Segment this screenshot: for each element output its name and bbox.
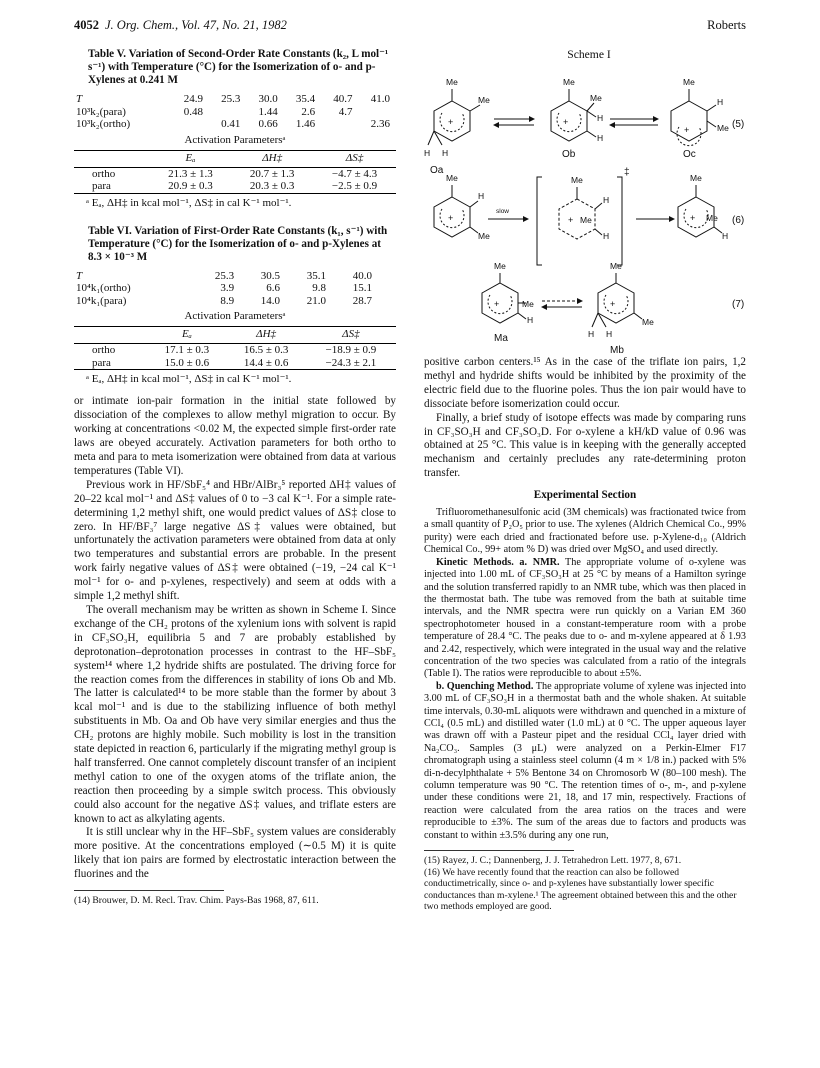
plus-charge: + (563, 117, 569, 127)
running-header (74, 18, 746, 36)
me-label: Me (706, 213, 718, 223)
scheme-title: Scheme I (567, 48, 611, 61)
h-label: H (424, 148, 431, 158)
table5-footnote: ᵃ Eₐ, ΔH‡ in kcal mol⁻¹, ΔS‡ in cal K⁻¹ mol⁻¹. (86, 196, 292, 209)
table6-row-T: T 25.3 30.5 35.1 40.0 (76, 269, 372, 282)
eq-number-5: (5) (732, 119, 745, 130)
experimental-text (424, 507, 746, 842)
h-label: H (603, 231, 610, 241)
h-label: H (722, 231, 729, 241)
table-row: ortho 17.1 ± 0.3 16.5 ± 0.3 −18.9 ± 0.9 (92, 344, 377, 357)
plus-charge: + (690, 213, 696, 223)
header-left (74, 18, 287, 33)
body-paragraph: It is still unclear why in the HF–SbF₅ system values are considerably more positive. At the concentrations employed (∼0.5 M) it is quite likely that ion pairs are formed by electrostatic interaction between the fluorines and the (74, 826, 396, 881)
subsection-head: Kinetic Methods. a. NMR. (436, 556, 560, 568)
table5-activation-label: Activation Parametersᵃ (184, 133, 286, 146)
h-label: H (597, 113, 604, 123)
scheme-1 (424, 48, 754, 356)
plus-charge: + (448, 117, 454, 127)
eq-number-7: (7) (732, 299, 745, 310)
body-paragraph: b. Quenching Method. The appropriate volume of xylene was injected into 3.00 mL of CF₃SO₃H in a thermostat bath and the whole shaken. At suitable time intervals, 0.30-mL aliquots were withdrawn and quenched in a mixture of CCl₄ (0.5 mL) and distilled water (1.0 mL) at 0 °C. The upper aqueous layer was drawn off with a Pasteur pipet and the residual CCl₄ layer dried with Na₂CO₃. Samples (3 μL) were analyzed on a Perkin-Elmer F17 chromatograph using a stainless steel column (4 m × 1/8 in.) packed with 5% di-n-decylphthalate + 5% Bentone 34 on Chromosorb W (80–100 mesh). The column temperature was 90 °C. The retention times of o-, m-, and p-xylene under these conditions were 21, 18, and 17 min, respectively. Fractions of reaction were calculated from the area ratios on the traces and were reproducible to ±3%. The sum of the areas due to factors and products was constant to within ±3.5% during any one run, (424, 680, 746, 841)
table6-row-ortho: 10⁴k₁(ortho) 3.9 6.6 9.8 15.1 (76, 282, 372, 295)
subsection-head: b. Quenching Method. (436, 680, 534, 692)
me-label: Me (478, 231, 490, 241)
ring-mb (598, 283, 634, 323)
table5-activation-table: Eₐ ΔH‡ ΔS‡ ortho 21.3 ± 1.3 20.7 ± 1.3 −4.7 ± 4.3 para 20.9 ± 0.3 20.3 ± 0.3 −2.5 ± 0.9 (74, 150, 396, 194)
label-ma: Ma (494, 333, 508, 344)
plus-charge: + (494, 299, 500, 309)
me-label: Me (642, 317, 654, 327)
ts-bracket-right (617, 177, 622, 265)
me-label: Me (478, 95, 490, 105)
right-column (424, 356, 746, 913)
left-column (74, 48, 396, 907)
footnote-16: (16) We have recently found that the reaction can also be followed conductimetrically, since o- and p-xylenes have substantially lower specific conductances than m-xylene.¹ The agreement obtained between this and the other two methods employed are good. (424, 866, 737, 913)
journal-citation: J. Org. Chem., Vol. 47, No. 21, 1982 (105, 18, 287, 32)
section-heading: Experimental Section (533, 489, 637, 502)
h-label: H (442, 148, 449, 158)
h-label: H (597, 133, 604, 143)
me-label: Me (446, 77, 458, 87)
plus-charge: + (610, 299, 616, 309)
page-number: 4052 (74, 18, 99, 32)
ring-ma (482, 283, 518, 323)
ring-ob-arc (557, 113, 581, 132)
ts-bracket-left (537, 177, 542, 265)
body-paragraph: Trifluoromethanesulfonic acid (3M chemicals) was fractionated twice from a small quantity of P₂O₅ prior to use. The xylenes (Aldrich Chemical Co., 99% purity) were each dried and fractionated before use. p-Xylene-d₁₀ (Aldrich Chemical Co., 99+ atom % D) was dried over MgSO₄ and used directly. (424, 507, 746, 556)
me-label: Me (494, 261, 506, 271)
eq-number-6: (6) (732, 215, 745, 226)
me-label: Me (563, 77, 575, 87)
body-paragraph: positive carbon centers.¹⁵ As in the case of the triflate ion pairs, 1,2 methyl and hydride shifts would be inhibited by the proximity of the electric field due to the fluorine poles. Thus the ion pair would have to dissociate before isomerization could occur. (424, 356, 746, 410)
me-label: Me (690, 173, 702, 183)
me-label: Me (610, 261, 622, 271)
label-ob: Ob (562, 149, 576, 160)
body-paragraph: Previous work in HF/SbF₅⁴ and HBr/AlBr₃⁵ reported ΔH‡ values of 20–22 kcal mol⁻¹ and ΔS‡ values of 0 to −3 cal K⁻¹. For a simple rate-determining 1,2 methyl shift, one would predict values of ΔS‡ close to zero. In HF/BF₃⁷ large negative ΔS‡ values were obtained, but unfortunately the activation parameters were obtained from data at only two temperatures and substantial errors are probable. In the present work fairly negative values of ΔS‡ were obtained (−19, −24 cal K⁻¹ mol⁻¹ for o- and p-xylenes, respectively) and seem at odds with a simple 1,2 methyl shift. (74, 478, 396, 603)
me-label: Me (717, 123, 729, 133)
table5-row-ortho: 10³k₂(ortho) 0.41 0.66 1.46 2.36 (76, 118, 390, 131)
slow-label: slow (496, 208, 510, 215)
table5-row-para: 10³k₂(para) 0.48 1.44 2.6 4.7 (76, 105, 353, 118)
table5-title: Table V. Variation of Second-Order Rate Constants (k₂, L mol⁻¹ s⁻¹) with Temperature (°C) for the Isomerization of o- and p-Xylenes at 0.241 M (88, 48, 389, 86)
h-label: H (588, 329, 595, 339)
table6-activation-label: Activation Parametersᵃ (184, 310, 286, 323)
footnote-14: (14) Brouwer, D. M. Recl. Trav. Chim. Pays-Bas 1968, 87, 611. (74, 895, 319, 907)
table6-footnote: ᵃ Eₐ, ΔH‡ in kcal mol⁻¹, ΔS‡ in cal K⁻¹ mol⁻¹. (86, 373, 292, 386)
ring-ob (551, 101, 587, 141)
plus-charge: + (568, 215, 574, 225)
me-label: Me (446, 173, 458, 183)
ring-oc (671, 101, 707, 141)
header-author: Roberts (707, 18, 746, 32)
table-row: para 15.0 ± 0.6 14.4 ± 0.6 −24.3 ± 2.1 (92, 356, 377, 369)
me-label: Me (580, 215, 592, 225)
plus-charge: + (448, 213, 454, 223)
body-paragraph: or intimate ion-pair formation in the initial state followed by dissociation of the complexes to allow methyl migration to occur. By working at concentrations <0.02 M, the expected simple first-order rate laws are obeyed accurately. Activation parameters for both ortho to meta and para to meta isomerization were obtained from data at various temperatures (Table VI). (74, 395, 396, 477)
table6-activation-table: Eₐ ΔH‡ ΔS‡ ortho 17.1 ± 0.3 16.5 ± 0.3 −18.9 ± 0.9 para 15.0 ± 0.6 14.4 ± 0.6 −24.3 ± 2.1 (74, 326, 396, 370)
body-paragraph: Kinetic Methods. a. NMR. The appropriate volume of o-xylene was injected into 1.00 mL of CF₃SO₃H at 25 °C by means of a Hamilton syringe and the solution transferred rapidly to an NMR tube, which was then placed in the thermostat bath. The tube was removed from the bath at suitable time intervals, and the NMR spectra were run quickly on a Varian EM 360 spectrophotometer housed in a constant-temperature room with a probe temperature of 28.4 °C. The peaks due to o- and m-xylene appeared at δ 1.93 and 2.42, respectively, which were integrated in the usual way and the relative concentration of the two species was calculated from a ratio of the integrals (Table I). The ratios were reproducible to about ±5%. (424, 556, 746, 680)
body-paragraph: Finally, a brief study of isotope effects was made by comparing runs in CF₃SO₃H and CF₃SO₃D. For o-xylene a kH/kD value of 0.96 was obtained at 25 °C. This value is in keeping with the generally accepted mechanism and certainly precludes any rate-determining proton transfer. (424, 411, 746, 480)
body-paragraph: The overall mechanism may be written as shown in Scheme I. Since exchange of the CH₂ protons of the xylenium ions with solvent is rapid in CF₃SO₃H, equilibria 5 and 7 are probably established by deprotonation–deprotonation processes in contrast to the HF–SbF₅ system¹⁴ where 1,2 hydride shifts are postulated. The driving force for the reaction comes from the differences in stability of ions Ob and Mb. The latter is calculated¹⁴ to be more stable than the former by about 3 kcal mol⁻¹ and is due to the stabilizing influence of both methyl substituents in Mb. Oa and Ob have very similar energies and thus the CH₂ protons are highly mobile. Such mobility is lost in the transition state depicted in reaction 6, particularly if the migrating methyl group is half transferred. One cannot completely discount transfer of an incipient methyl cation to one of the oxygen atoms of the triflate anion, the reaction then proceeding by a simple switch process. This obviously could also account for the negative ΔS‡ values, and triflate esters are known to act as alkylating agents. (74, 603, 396, 825)
h-label: H (717, 97, 724, 107)
table6-data (74, 270, 374, 308)
scheme-diagram (424, 61, 754, 357)
footnote-rule (74, 890, 224, 891)
label-oa: Oa (430, 165, 444, 176)
h-label: H (527, 315, 534, 325)
h-label: H (478, 191, 485, 201)
footnote-rule (424, 850, 574, 851)
table6-row-para: 10⁴k₁(para) 8.9 14.0 21.0 28.7 (76, 294, 372, 307)
me-label: Me (683, 77, 695, 87)
table-row: ortho 21.3 ± 1.3 20.7 ± 1.3 −4.7 ± 4.3 (92, 167, 378, 180)
footnote-15: (15) Rayez, J. C.; Dannenberg, J. J. Tetrahedron Lett. 1977, 8, 671. (424, 855, 682, 867)
me-label: Me (522, 299, 534, 309)
table5-data (74, 93, 392, 131)
me-label: Me (571, 175, 583, 185)
h-label: H (603, 195, 610, 205)
plus-charge: + (684, 125, 690, 135)
transition-state-dagger: ‡ (624, 167, 630, 178)
h-label: H (606, 329, 613, 339)
label-mb: Mb (610, 345, 624, 356)
me-label: Me (590, 93, 602, 103)
table6-title: Table VI. Variation of First-Order Rate Constants (k₁, s⁻¹) with Temperature (°C) for the Isomerization of o- and p-Xylenes at 8.3 × 10⁻³ M (88, 224, 388, 263)
label-oc: Oc (683, 149, 696, 160)
table-row: para 20.9 ± 0.3 20.3 ± 0.3 −2.5 ± 0.9 (92, 180, 378, 193)
table5-row-T: T 24.9 25.3 30.0 35.4 40.7 41.0 (76, 93, 390, 105)
